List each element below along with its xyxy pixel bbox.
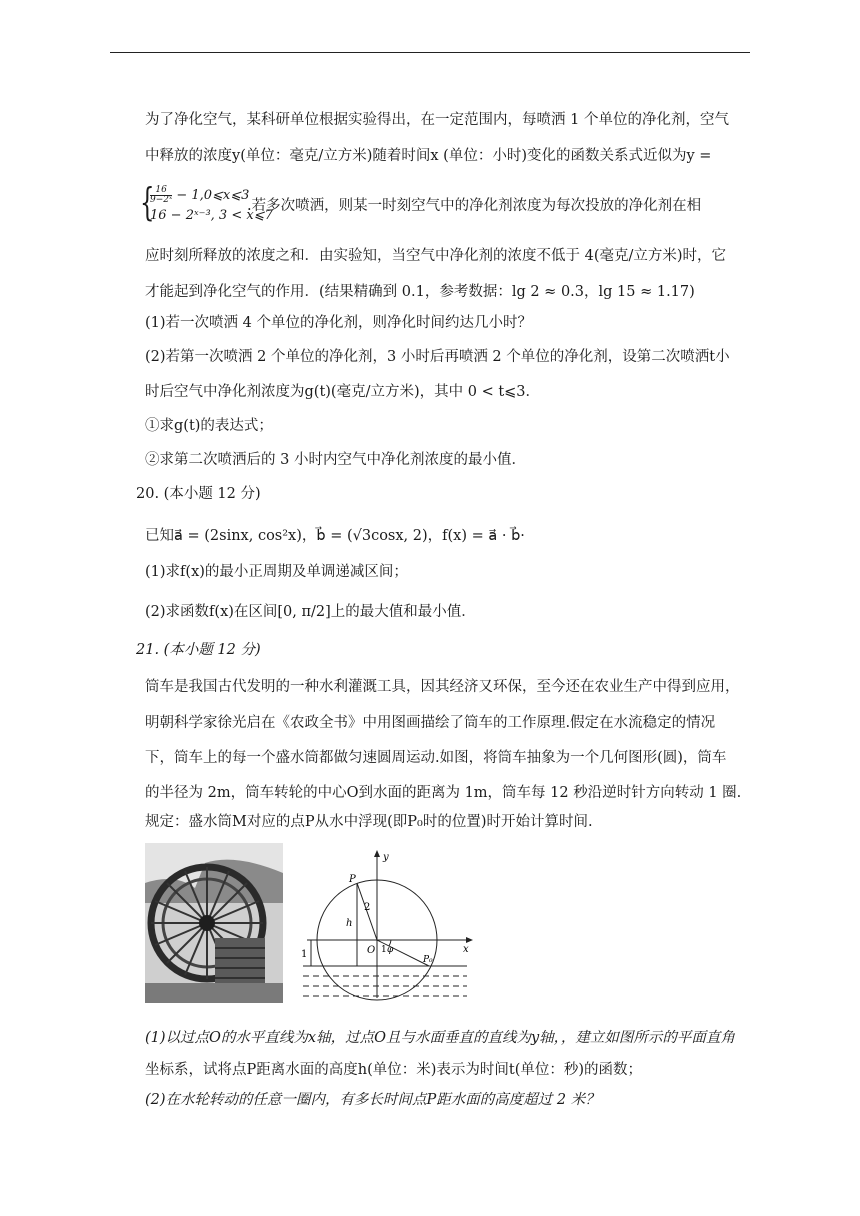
p21-q1-line-2: 坐标系，试将点P距离水面的高度h(单位：米)表示为时间t(单位：秒)的函数； [145,1062,643,1078]
x-axis-arrow [466,937,473,943]
p21-line-2: 明朝科学家徐光启在《农政全书》中用图画描绘了筒车的工作原理.假定在水流稳定的情况 [145,715,716,731]
p21-line-5: 规定：盛水筒M对应的点P从水中浮现(即P₀时的位置)时开始计算时间. [145,814,593,830]
p21-line-1: 筒车是我国古代发明的一种水利灌溉工具，因其经济又环保，至今还在农业生产中得到应用， [145,679,740,695]
piecewise-function [140,180,273,228]
label-O: O [367,945,376,956]
p19-line-4: 应时刻所释放的浓度之和．由实验知，当空气中净化剂的浓度不低于 4(毫克/立方米)时，它 [145,248,727,264]
p19-q2-line-2: 时后空气中净化剂浓度为g(t)(毫克/立方米)，其中 0 < t⩽3． [145,384,541,400]
label-radius: 2 [364,902,371,913]
p20-q1: (1)求f(x)的最小正周期及单调递减区间； [145,564,408,580]
water-wheel-diagram [297,848,475,1002]
water-dashes [303,976,467,996]
p19-q1: (1)若一次喷洒 4 个单位的净化剂，则净化时间约达几小时？ [145,315,532,331]
label-one-small: 1 [381,945,387,955]
p21-header: 21. (本小题 12 分) [136,642,261,658]
piece-2: 16 − 2ˣ⁻³, 3 < x⩽7 [150,208,273,223]
p19-q2-sub-1: ①求g(t)的表达式； [145,418,273,434]
label-P: P [349,874,356,885]
p19-line-2: 中释放的浓度y(单位：毫克/立方米)随着时间x (单位：小时)变化的函数关系式近似为y = [145,148,712,164]
label-one: 1 [301,949,308,960]
piece-1-rest: − 1,0⩽x⩽3 [172,188,250,203]
brace-glyph: { [140,180,155,224]
label-y: y [383,852,389,863]
p19-line-1: 为了净化空气，某科研单位根据实验得出，在一定范围内，每喷洒 1 个单位的净化剂，空气 [145,112,729,128]
p19-q2-sub-2: ②求第二次喷洒后的 3 小时内空气中净化剂浓度的最小值． [145,452,526,468]
p20-q2: (2)求函数f(x)在区间[0, π/2]上的最大值和最小值． [145,604,476,620]
fraction-numerator: 16 [150,186,172,196]
p20-given: 已知a⃗ = (2sinx, cos²x)，b⃗ = (√3cosx, 2)，f(x) = a⃗ · b⃗· [145,528,525,544]
p20-header: 20. (本小题 12 分) [136,486,261,502]
fraction-denominator: 9−2ˣ [150,195,173,205]
p19-line-5: 才能起到净化空气的作用．(结果精确到 0.1，参考数据：lg 2 ≈ 0.3，lg 15 ≈ 1.17) [145,284,695,300]
p19-line-3-tail: .若多次喷洒，则某一时刻空气中的净化剂浓度为每次投放的净化剂在相 [247,198,702,214]
p21-line-4: 的半径为 2m，筒车转轮的中心O到水面的距离为 1m，筒车每 12 秒沿逆时针方向转动 1 圈. [145,785,742,801]
p21-q1-line-1: (1)以过点O的水平直线为x轴，过点O且与水面垂直的直线为y轴，，建立如图所示的平面直角 [145,1030,735,1046]
p21-q2: (2)在水轮转动的任意一圈内，有多长时间点P距水面的高度超过 2 米？ [145,1092,600,1108]
water-wheel-photo [145,843,283,1003]
piece-1 [150,186,249,205]
label-P0: P₀ [423,955,433,965]
p21-line-3: 下，筒车上的每一个盛水筒都做匀速圆周运动.如图，将筒车抽象为一个几何图形(圆)，筒车 [145,750,727,766]
label-h: h [346,918,353,929]
label-x: x [463,944,469,955]
header-rule [110,52,750,53]
label-phi: φ [387,945,394,955]
y-axis-arrow [374,850,380,857]
p19-q2-line-1: (2)若第一次喷洒 2 个单位的净化剂，3 小时后再喷洒 2 个单位的净化剂，设第二次喷洒t小 [145,349,730,365]
fraction [150,186,172,205]
